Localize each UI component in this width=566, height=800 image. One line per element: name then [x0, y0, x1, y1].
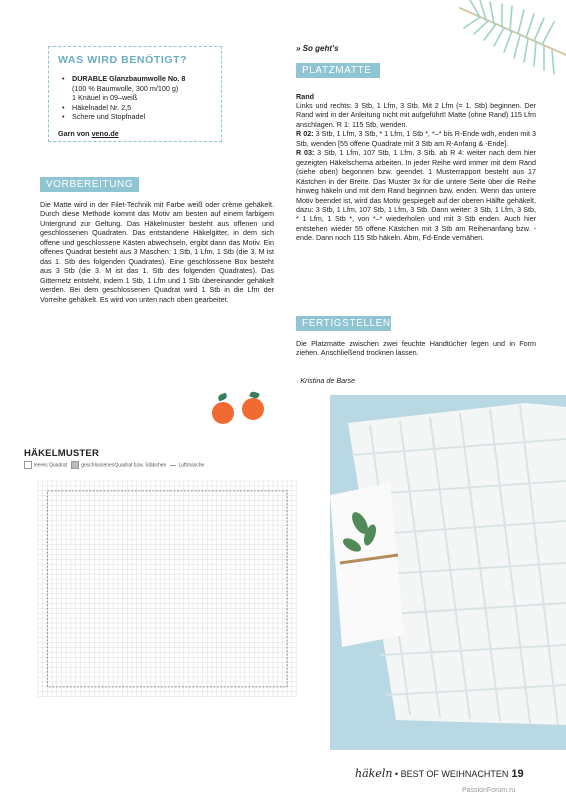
footer-section: • BEST OF WEIHNACHTEN	[392, 769, 509, 779]
page-number: 19	[511, 768, 524, 780]
fertigstellen-heading: FERTIGSTELLEN	[296, 316, 391, 331]
platzmatte-instructions: Links und rechts: 3 Stb, 1 Lfm, 3 Stb. Mit 2 Lfm (= 1. Stb) beginnen. Der Rand wird in der Anleitung nicht mit aufgeführt! Matte (ohne Rand) 115 Lfm anschlagen. R 1: 115 Stb, wenden. R 02: 3 Stb, 1 Lfm, 3 Stb, * 1 Lfm, 1 Stb *, *–* bis R-Ende wdh, enden mit 3 Stb, wenden [55 offene Quadrate mit 3 Stb am R-Anfang & -Ende]. R 03: 3 Stb, 1 Lfm, 107 Stb, 1 Lfm, 3 Stb. ab R 4: weiter nach dem hier gezeigten Häkelschema arbeiten. In jeder Reihe wird immer mit dem Rand (siehe oben) begonnen bzw. geendet. 1 Musterrapport besteht aus 17 Kästchen in der Breite. Das Muster 3x für die untere Seite über die Reihe hinweg häkeln und mit dem Rand beginnen bzw. enden. Wenn das untere Motiv beendet ist, wird das Motiv gespiegelt auf der oberen Hälfte gehäkelt, dazu: 3 Stb, 1 Lfm, 107 Stb, 1 Lfm, 3 Stb. Dann weiter: 3 Stb, 1 Lfm, 3 Stb, * 1 Lfm, 1 Stb *, von *–* wiederholen und mit 3 Stb enden. Auch hier entstehen wieder 55 offene Kästchen mit 3 Stb am Reihenanfang bzw. -ende. Dann noch 115 Stb häkeln. Abm, Fd-Ende vernähen.	[296, 101, 537, 243]
page-footer	[355, 767, 524, 780]
fertigstellen-text: Die Platzmatte zwischen zwei feuchte Handtücher legen und in Form ziehen. Anschließend trocknen lassen.	[296, 339, 536, 358]
chart-legend: leeres Quadrat geschlossenesQuadrat bzw. Stäbchen Luftmasche	[24, 461, 204, 469]
materials-list	[62, 74, 222, 122]
footer-magazine: häkeln	[355, 767, 393, 780]
vorbereitung-heading: VORBEREITUNG	[40, 177, 139, 192]
placemat-illustration	[330, 395, 566, 750]
watermark: PassionForum.ru	[462, 787, 516, 794]
legend-open-swatch	[24, 461, 32, 469]
materials-title: WAS WIRD BENÖTIGT?	[58, 54, 188, 66]
legend-chain-swatch	[170, 465, 176, 466]
fir-branch-decoration	[420, 0, 566, 80]
materials-item: • Schere und Stopfnadel	[62, 112, 222, 122]
placemat-photo	[330, 395, 566, 750]
chart-title: HÄKELMUSTER	[24, 448, 100, 459]
materials-item: (100 % Baumwolle, 300 m/100 g)	[72, 83, 179, 93]
rand-subheading: Rand	[296, 92, 314, 101]
yarn-source: Garn von veno.de	[58, 129, 119, 138]
materials-item: • DURABLE Glanzbaumwolle No. 8	[62, 74, 222, 84]
crochet-chart-grid	[24, 473, 308, 713]
legend-closed-swatch	[71, 461, 79, 469]
author: · Kristina de Barse	[296, 376, 356, 385]
so-gehts-label: » So geht’s	[296, 44, 339, 53]
materials-item: 1 Knäuel in 09–weiß	[72, 93, 138, 103]
yarn-source-link[interactable]: veno.de	[91, 129, 119, 138]
vorbereitung-text: Die Matte wird in der Filet-Technik mit Farbe weiß oder crème gehäkelt. Durch diese Methode kommt das Motiv am besten auf einem farbigem Untergrund zur Geltung. Das Häkelmuster besteht aus offenen und geschlossenen Quadraten. Das entstandene Häkelgitter, in dem sich offene und geschlossene Kästen abwechseln, ergibt dann das Motiv. Ein offenes Quadrat besteht aus 3 Maschen: 1 Stb, 1 Lfm, 1 Stb (die 3. M ist das 1. Stb des folgenden Quadrates). Eine geschlossene Box besteht aus 3 Stb (die 3. M ist das 1. Stb des folgenden Quadrates). Das Gitternetz entsteht, indem 1 Stb, 1 Lfm und 1 Stb übereinander gehäkelt werden. Bei dem geschlossenen Quadrat wird 1 Stb in die Lfm der Vorreihe gehäkelt. Es wird von unten nach oben gearbeitet.	[40, 200, 274, 304]
platzmatte-heading: PLATZMATTE	[296, 63, 380, 78]
oranges-illustration	[210, 392, 270, 432]
materials-item: • Häkelnadel Nr. 2,5	[62, 103, 222, 113]
